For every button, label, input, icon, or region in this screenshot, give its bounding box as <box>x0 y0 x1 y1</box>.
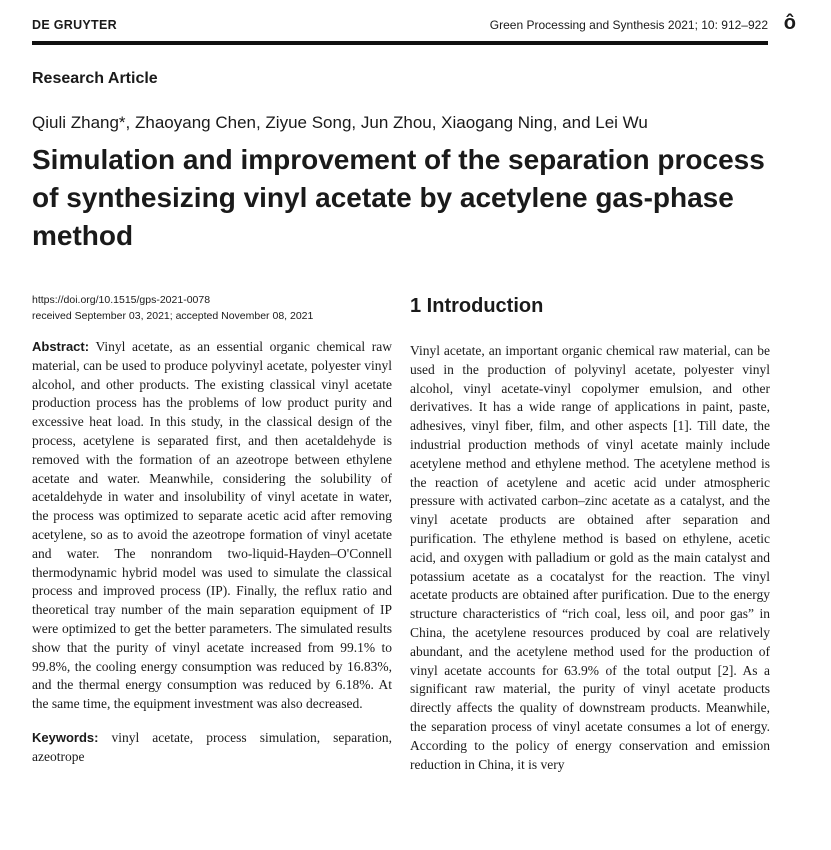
section-heading-introduction: 1 Introduction <box>410 295 544 317</box>
page-header <box>32 12 796 36</box>
abstract-text: Vinyl acetate, as an essential organic chemical raw material, can be used to produce polyvinyl acetate, polyester vinyl alcohol, and other products. The existing classical vinyl acetate production process has the problems of low product purity and excessive heat load. In this study, in the classical design of the process, acetylene is separated first, and then acetaldehyde is removed with the formation of an azeotrope between ethylene acetate and water. Meanwhile, considering the solubility of acetaldehyde in water and insolubility of vinyl acetate in water, the process was optimized to separate acetic acid after removing acetylene, so as to avoid the azeotrope formation of vinyl acetate and water. The nonrandom two-liquid-Hayden–O'Connell thermodynamic hybrid model was used to simulate the classical process and improved process (IP). Finally, the reflux ratio and theoretical tray number of the main separation equipment of IP were optimized to get the better parameters. The simulated results show that the purity of vinyl acetate increased from 99.1% to 99.8%, the cooling energy consumption was reduced by 16.83%, and the thermal energy consumption was reduced by 6.18%. At the same time, the equipment investment was also decreased. <box>32 339 392 712</box>
journal-reference: Green Processing and Synthesis 2021; 10: 912–922 <box>489 18 768 32</box>
header-rule <box>32 41 768 45</box>
keywords-label: Keywords: <box>32 729 99 745</box>
keywords-text: vinyl acetate, process simulation, separation, azeotrope <box>32 729 392 764</box>
doi-link[interactable]: https://doi.org/10.1515/gps-2021-0078 <box>32 294 211 306</box>
left-column <box>32 338 392 767</box>
right-column <box>410 342 770 774</box>
abstract-label: Abstract: <box>32 339 90 354</box>
introduction-text: Vinyl acetate, an important organic chemical raw material, can be used in the production of polyvinyl acetate, polyester vinyl alcohol, vinyl acetate-vinyl copolymer emulsion, and other derivatives. It has a wide range of applications in paint, paste, adhesives, vinyl fiber, film, and other aspects [1]. Till date, the industrial production methods of vinyl acetate mainly include acetylene method and ethylene method. The acetylene method is the reaction of acetylene and acetic acid under atmospheric pressure with activated carbon–zinc acetate as a catalyst, and the vinyl acetate products are obtained after separation and purification. The ethylene method is based on ethylene, acetic acid, and oxygen with palladium or gold as the main catalyst and potassium acetate as a cocatalyst for the reaction. The vinyl acetate products are obtained after purification. Due to the energy structure characteristics of “rich coal, less oil, and poor gas” in China, the acetylene resources produced by coal are relatively abundant, and the acetylene method used for the production of vinyl acetate accounts for 63.9% of the total output [2]. As a significant raw material, the purity of vinyl acetate products directly affects the quality of downstream products. Meanwhile, the separation process of vinyl acetate consumes a lot of energy. According to the policy of energy conservation and emission reduction in China, it is very <box>410 343 770 772</box>
publisher-name: DE GRUYTER <box>32 18 117 32</box>
keywords <box>32 729 392 767</box>
open-access-icon: ô <box>783 12 796 34</box>
article-title: Simulation and improvement of the separation process of synthesizing vinyl acetate by acetylene gas-phase method <box>32 144 765 251</box>
received-dates: received September 03, 2021; accepted November 08, 2021 <box>32 310 314 322</box>
abstract <box>32 338 392 714</box>
article-type: Research Article <box>32 70 158 87</box>
author-list: Qiuli Zhang*, Zhaoyang Chen, Ziyue Song, Jun Zhou, Xiaogang Ning, and Lei Wu <box>32 113 648 132</box>
